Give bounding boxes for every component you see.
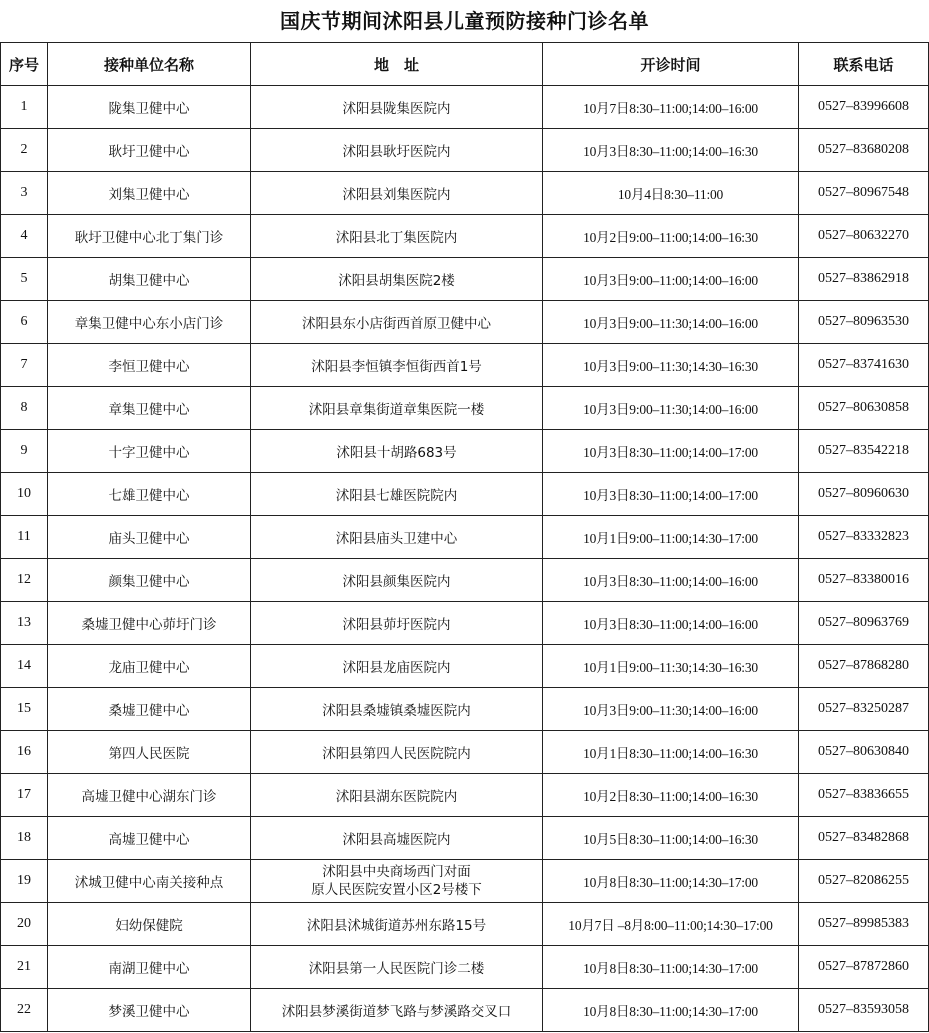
row-unit-name: 桑墟卫健中心 <box>48 688 251 731</box>
row-unit-name: 胡集卫健中心 <box>48 258 251 301</box>
row-address: 沭阳县湖东医院院内 <box>251 774 543 817</box>
row-phone: 0527–83250287 <box>799 688 929 731</box>
header-unit: 接种单位名称 <box>48 43 251 86</box>
row-number: 7 <box>1 344 48 387</box>
row-address: 沭阳县高墟医院内 <box>251 817 543 860</box>
table-row <box>1 473 929 516</box>
row-phone: 0527–83996608 <box>799 86 929 129</box>
row-number: 2 <box>1 129 48 172</box>
row-unit-name: 龙庙卫健中心 <box>48 645 251 688</box>
table-row <box>1 774 929 817</box>
row-hours: 10月2日9:00–11:00;14:00–16:30 <box>543 215 799 258</box>
row-phone: 0527–83680208 <box>799 129 929 172</box>
row-number: 20 <box>1 903 48 946</box>
row-phone: 0527–83542218 <box>799 430 929 473</box>
row-unit-name: 高墟卫健中心湖东门诊 <box>48 774 251 817</box>
row-hours: 10月3日9:00–11:30;14:00–16:00 <box>543 387 799 430</box>
row-hours: 10月7日8:30–11:00;14:00–16:00 <box>543 86 799 129</box>
row-address: 沭阳县章集街道章集医院一楼 <box>251 387 543 430</box>
row-address: 沭阳县第一人民医院门诊二楼 <box>251 946 543 989</box>
row-number: 10 <box>1 473 48 516</box>
row-hours: 10月1日9:00–11:00;14:30–17:00 <box>543 516 799 559</box>
page-title: 国庆节期间沭阳县儿童预防接种门诊名单 <box>280 9 649 33</box>
header-hours: 开诊时间 <box>543 43 799 86</box>
row-number: 18 <box>1 817 48 860</box>
row-phone: 0527–87868280 <box>799 645 929 688</box>
row-hours: 10月3日8:30–11:00;14:00–16:30 <box>543 129 799 172</box>
row-phone: 0527–80630840 <box>799 731 929 774</box>
row-address: 沭阳县李恒镇李恒街西首1号 <box>251 344 543 387</box>
table-row <box>1 172 929 215</box>
table-row <box>1 817 929 860</box>
row-number: 21 <box>1 946 48 989</box>
row-number: 8 <box>1 387 48 430</box>
row-phone: 0527–83862918 <box>799 258 929 301</box>
row-hours: 10月7日 –8月8:00–11:00;14:30–17:00 <box>543 903 799 946</box>
row-unit-name: 耿圩卫健中心 <box>48 129 251 172</box>
row-address: 沭阳县十胡路683号 <box>251 430 543 473</box>
row-hours: 10月3日8:30–11:00;14:00–17:00 <box>543 473 799 516</box>
row-hours: 10月1日8:30–11:00;14:00–16:30 <box>543 731 799 774</box>
table-row <box>1 430 929 473</box>
row-phone: 0527–83741630 <box>799 344 929 387</box>
row-address: 沭阳县第四人民医院院内 <box>251 731 543 774</box>
row-number: 16 <box>1 731 48 774</box>
row-number: 14 <box>1 645 48 688</box>
row-unit-name: 陇集卫健中心 <box>48 86 251 129</box>
table-row <box>1 688 929 731</box>
row-unit-name: 第四人民医院 <box>48 731 251 774</box>
row-number: 4 <box>1 215 48 258</box>
row-number: 3 <box>1 172 48 215</box>
row-number: 13 <box>1 602 48 645</box>
row-phone: 0527–80960630 <box>799 473 929 516</box>
row-hours: 10月3日8:30–11:00;14:00–17:00 <box>543 430 799 473</box>
header-phone: 联系电话 <box>799 43 929 86</box>
row-address: 沭阳县沭城街道苏州东路15号 <box>251 903 543 946</box>
row-number: 11 <box>1 516 48 559</box>
row-phone: 0527–83332823 <box>799 516 929 559</box>
table-row <box>1 215 929 258</box>
row-hours: 10月4日8:30–11:00 <box>543 172 799 215</box>
row-hours: 10月5日8:30–11:00;14:00–16:30 <box>543 817 799 860</box>
row-number: 22 <box>1 989 48 1032</box>
row-unit-name: 耿圩卫健中心北丁集门诊 <box>48 215 251 258</box>
row-hours: 10月8日8:30–11:00;14:30–17:00 <box>543 860 799 903</box>
row-phone: 0527–82086255 <box>799 860 929 903</box>
table-row <box>1 946 929 989</box>
row-hours: 10月3日9:00–11:30;14:00–16:00 <box>543 688 799 731</box>
row-unit-name: 刘集卫健中心 <box>48 172 251 215</box>
table-row <box>1 86 929 129</box>
row-address: 沭阳县龙庙医院内 <box>251 645 543 688</box>
row-phone: 0527–80632270 <box>799 215 929 258</box>
row-address-line1: 沭阳县中央商场西门对面 <box>322 864 471 880</box>
row-unit-name: 桑墟卫健中心茆圩门诊 <box>48 602 251 645</box>
row-address: 沭阳县耿圩医院内 <box>251 129 543 172</box>
row-hours: 10月1日9:00–11:30;14:30–16:30 <box>543 645 799 688</box>
row-address: 沭阳县茆圩医院内 <box>251 602 543 645</box>
row-address: 沭阳县胡集医院2楼 <box>251 258 543 301</box>
row-address-line2: 原人民医院安置小区2号楼下 <box>311 882 482 898</box>
row-phone: 0527–80963769 <box>799 602 929 645</box>
row-address: 沭阳县梦溪街道梦飞路与梦溪路交叉口 <box>251 989 543 1032</box>
row-number: 1 <box>1 86 48 129</box>
row-phone: 0527–80630858 <box>799 387 929 430</box>
row-number: 6 <box>1 301 48 344</box>
table-row <box>1 344 929 387</box>
row-unit-name: 庙头卫健中心 <box>48 516 251 559</box>
row-phone: 0527–80963530 <box>799 301 929 344</box>
row-address <box>251 860 543 903</box>
clinic-table <box>0 42 929 1032</box>
table-header-row <box>1 43 929 86</box>
row-number: 19 <box>1 860 48 903</box>
row-phone: 0527–87872860 <box>799 946 929 989</box>
row-number: 12 <box>1 559 48 602</box>
row-address: 沭阳县陇集医院内 <box>251 86 543 129</box>
row-number: 17 <box>1 774 48 817</box>
row-unit-name: 高墟卫健中心 <box>48 817 251 860</box>
header-no: 序号 <box>1 43 48 86</box>
row-address: 沭阳县东小店街西首原卫健中心 <box>251 301 543 344</box>
row-unit-name: 颜集卫健中心 <box>48 559 251 602</box>
row-phone: 0527–83836655 <box>799 774 929 817</box>
row-unit-name: 妇幼保健院 <box>48 903 251 946</box>
row-number: 5 <box>1 258 48 301</box>
table-row <box>1 860 929 903</box>
table-row <box>1 559 929 602</box>
row-unit-name: 梦溪卫健中心 <box>48 989 251 1032</box>
table-row <box>1 301 929 344</box>
row-address: 沭阳县刘集医院内 <box>251 172 543 215</box>
row-phone: 0527–89985383 <box>799 903 929 946</box>
row-address: 沭阳县颜集医院内 <box>251 559 543 602</box>
row-hours: 10月3日9:00–11:00;14:00–16:00 <box>543 258 799 301</box>
table-row <box>1 387 929 430</box>
row-address: 沭阳县庙头卫建中心 <box>251 516 543 559</box>
row-number: 9 <box>1 430 48 473</box>
table-row <box>1 129 929 172</box>
header-address: 地 址 <box>251 43 543 86</box>
row-unit-name: 章集卫健中心东小店门诊 <box>48 301 251 344</box>
row-unit-name: 十字卫健中心 <box>48 430 251 473</box>
row-unit-name: 章集卫健中心 <box>48 387 251 430</box>
row-unit-name: 南湖卫健中心 <box>48 946 251 989</box>
row-hours: 10月8日8:30–11:00;14:30–17:00 <box>543 946 799 989</box>
row-address: 沭阳县七雄医院院内 <box>251 473 543 516</box>
table-row <box>1 645 929 688</box>
table-row <box>1 989 929 1032</box>
row-hours: 10月2日8:30–11:00;14:00–16:30 <box>543 774 799 817</box>
row-hours: 10月3日8:30–11:00;14:00–16:00 <box>543 559 799 602</box>
row-phone: 0527–83482868 <box>799 817 929 860</box>
row-unit-name: 李恒卫健中心 <box>48 344 251 387</box>
row-hours: 10月3日8:30–11:00;14:00–16:00 <box>543 602 799 645</box>
table-row <box>1 258 929 301</box>
table-row <box>1 731 929 774</box>
row-unit-name: 七雄卫健中心 <box>48 473 251 516</box>
row-address: 沭阳县桑墟镇桑墟医院内 <box>251 688 543 731</box>
row-address: 沭阳县北丁集医院内 <box>251 215 543 258</box>
row-phone: 0527–83593058 <box>799 989 929 1032</box>
row-phone: 0527–80967548 <box>799 172 929 215</box>
table-row <box>1 602 929 645</box>
row-number: 15 <box>1 688 48 731</box>
row-hours: 10月3日9:00–11:30;14:00–16:00 <box>543 301 799 344</box>
table-row <box>1 516 929 559</box>
row-hours: 10月3日9:00–11:30;14:30–16:30 <box>543 344 799 387</box>
table-row <box>1 903 929 946</box>
row-phone: 0527–83380016 <box>799 559 929 602</box>
row-hours: 10月8日8:30–11:00;14:30–17:00 <box>543 989 799 1032</box>
row-unit-name: 沭城卫健中心南关接种点 <box>48 860 251 903</box>
